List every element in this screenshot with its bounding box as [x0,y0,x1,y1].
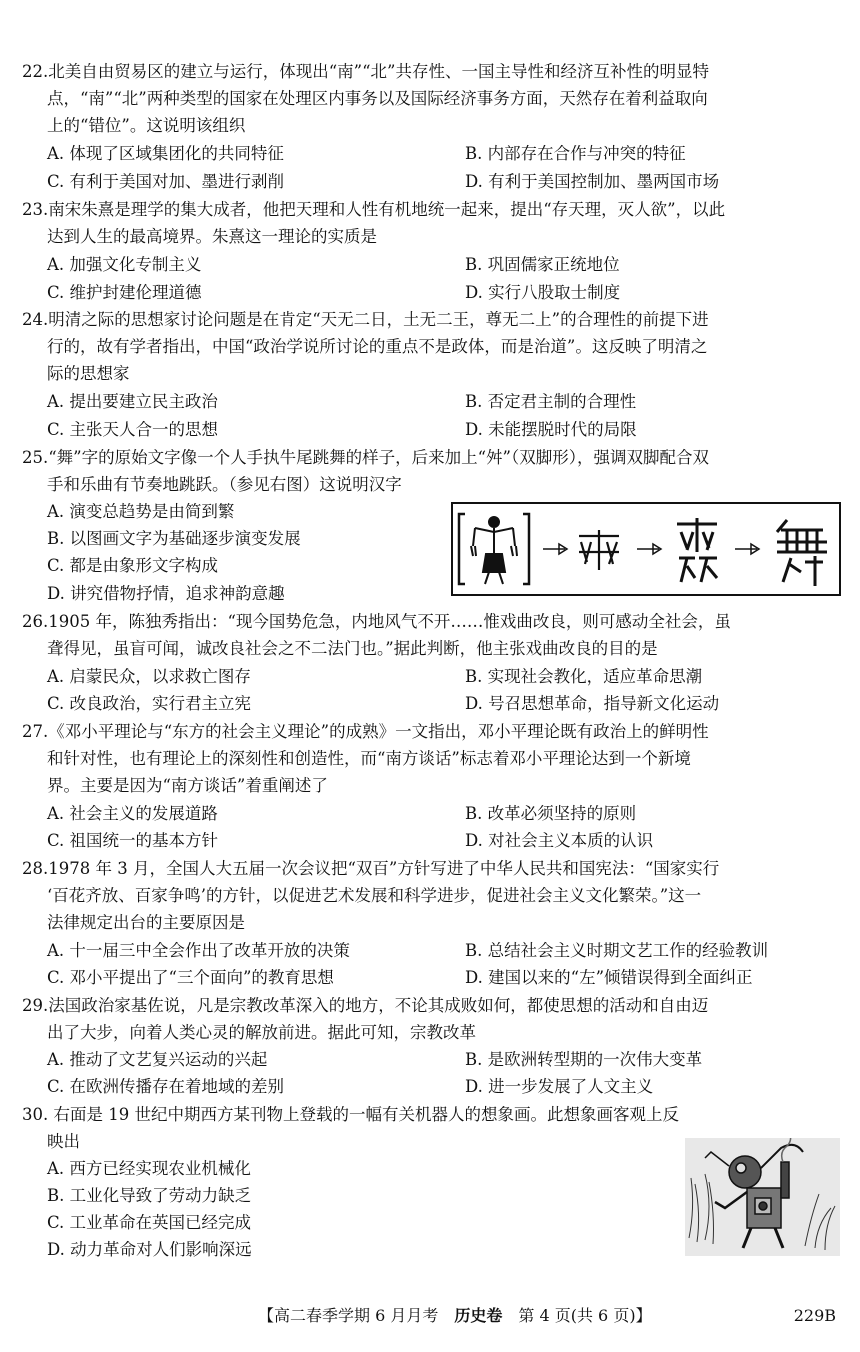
q22-line-1: 22.北美自由贸易区的建立与运行，体现出“南”“北”共存性、一国主导性和经济互补性的明显特 [22,62,709,81]
q27-option-a: A. 社会主义的发展道路 [47,804,218,823]
q23-option-c: C. 维护封建伦理道德 [47,283,202,302]
robot-illustration-figure [685,1138,840,1256]
q24-line-2: 行的，故有学者指出，中国“政治学说所讨论的重点不是政体，而是治道”。这反映了明清之 [47,337,708,356]
q27-line-3: 界。主要是因为“南方谈话”着重阐述了 [47,776,328,795]
q23-option-a: A. 加强文化专制主义 [47,255,202,274]
q25-option-c: C. 都是由象形文字构成 [47,556,219,575]
q30-line-1: 30. 右面是 19 世纪中期西方某刊物上登载的一幅有关机器人的想象画。此想象画客观上反 [22,1105,679,1124]
q25-option-b: B. 以图画文字为基础逐步演变发展 [47,529,301,548]
dance-character-evolution-figure [451,502,841,596]
q26-line-2: 聋得见，虽盲可闻，诚改良社会之不二法门也。”据此判断，他主张戏曲改良的目的是 [47,639,658,658]
footer-subject: 历史卷 [454,1306,503,1325]
q22-option-d: D. 有利于美国控制加、墨两国市场 [465,172,720,191]
q24-line-1: 24.明清之际的思想家讨论问题是在肯定“天无二日，土无二王，尊无二上”的合理性的前提下进 [22,310,709,329]
q23-line-1: 23.南宋朱熹是理学的集大成者，他把天理和人性有机地统一起来，提出“存天理，灭人欲”，以此 [22,200,726,219]
footer-paper-code: 229B [793,1306,836,1325]
footer-exam-label: 【高二春季学期 6 月月考 [258,1306,455,1325]
q30-option-d: D. 动力革命对人们影响深远 [47,1240,252,1259]
q25-option-d: D. 讲究借物抒情，追求神韵意趣 [47,584,285,603]
q25-line-1: 25.“舞”字的原始文字像一个人手执牛尾跳舞的样子，后来加上“舛”（双脚形），强调双脚配合双 [22,448,709,467]
q30-option-a: A. 西方已经实现农业机械化 [47,1159,251,1178]
q28-option-a: A. 十一届三中全会作出了改革开放的决策 [47,941,350,960]
q30-option-b: B. 工业化导致了劳动力缺乏 [47,1186,252,1205]
q30-line-2: 映出 [47,1132,80,1151]
q28-option-b: B. 总结社会主义时期文艺工作的经验教训 [465,941,769,960]
q28-option-c: C. 邓小平提出了“三个面向”的教育思想 [47,968,334,987]
q25-option-a: A. 演变总趋势是由简到繁 [47,502,235,521]
q30-option-c: C. 工业革命在英国已经完成 [47,1213,252,1232]
q24-option-a: A. 提出要建立民主政治 [47,392,218,411]
q26-option-a: A. 启蒙民众，以求救亡图存 [47,667,251,686]
q26-line-1: 26.1905 年，陈独秀指出：“现今国势危急，内地风气不开……惟戏曲改良，则可感动全社会，虽 [22,612,731,631]
q22-option-c: C. 有利于美国对加、墨进行剥削 [47,172,285,191]
q24-option-b: B. 否定君主制的合理性 [465,392,637,411]
q29-option-b: B. 是欧洲转型期的一次伟大变革 [465,1050,703,1069]
q27-option-c: C. 祖国统一的基本方针 [47,831,219,850]
q26-option-b: B. 实现社会教化，适应革命思潮 [465,667,703,686]
q29-option-a: A. 推动了文艺复兴运动的兴起 [47,1050,268,1069]
q28-line-1: 28.1978 年 3 月，全国人大五届一次会议把“双百”方针写进了中华人民共和国宪法：“国家实行 [22,859,720,878]
q24-option-c: C. 主张天人合一的思想 [47,420,219,439]
q28-line-2: ‘百花齐放、百家争鸣’的方针，以促进艺术发展和科学进步，促进社会主义文化繁荣。”这一 [47,886,702,905]
q22-option-b: B. 内部存在合作与冲突的特征 [465,144,686,163]
q25-line-2: 手和乐曲有节奏地跳跃。（参见右图）这说明汉字 [47,475,402,494]
q24-option-d: D. 未能摆脱时代的局限 [465,420,637,439]
q29-line-2: 出了大步，向着人类心灵的解放前进。据此可知，宗教改革 [47,1023,476,1042]
q27-option-b: B. 改革必须坚持的原则 [465,804,637,823]
q23-option-b: B. 巩固儒家正统地位 [465,255,620,274]
q28-option-d: D. 建国以来的“左”倾错误得到全面纠正 [465,968,753,987]
q24-line-3: 际的思想家 [47,364,130,383]
q27-line-2: 和针对性，也有理论上的深刻性和创造性，而“南方谈话”标志着邓小平理论达到一个新境 [47,749,691,768]
q26-option-c: C. 改良政治，实行君主立宪 [47,694,252,713]
q27-line-1: 27.《邓小平理论与“东方的社会主义理论”的成熟》一文指出，邓小平理论既有政治上的鲜明性 [22,722,709,741]
q28-line-3: 法律规定出台的主要原因是 [47,913,245,932]
footer-page-info [258,1304,652,1328]
q22-line-2: 点，“南”“北”两种类型的国家在处理区内事务以及国际经济事务方面，天然存在着利益取向 [47,89,708,108]
q27-option-d: D. 对社会主义本质的认识 [465,831,654,850]
q23-option-d: D. 实行八股取士制度 [465,283,621,302]
q22-option-a: A. 体现了区域集团化的共同特征 [47,144,284,163]
q23-line-2: 达到人生的最高境界。朱熹这一理论的实质是 [47,227,377,246]
q26-option-d: D. 号召思想革命，指导新文化运动 [465,694,720,713]
q29-line-1: 29.法国政治家基佐说，凡是宗教改革深入的地方，不论其成败如何，都使思想的活动和自由迈 [22,996,709,1015]
q22-line-3: 上的“错位”。这说明该组织 [47,116,246,135]
footer-page-number: 第 4 页(共 6 页)】 [502,1306,652,1325]
q29-option-c: C. 在欧洲传播存在着地域的差别 [47,1077,285,1096]
q29-option-d: D. 进一步发展了人文主义 [465,1077,654,1096]
